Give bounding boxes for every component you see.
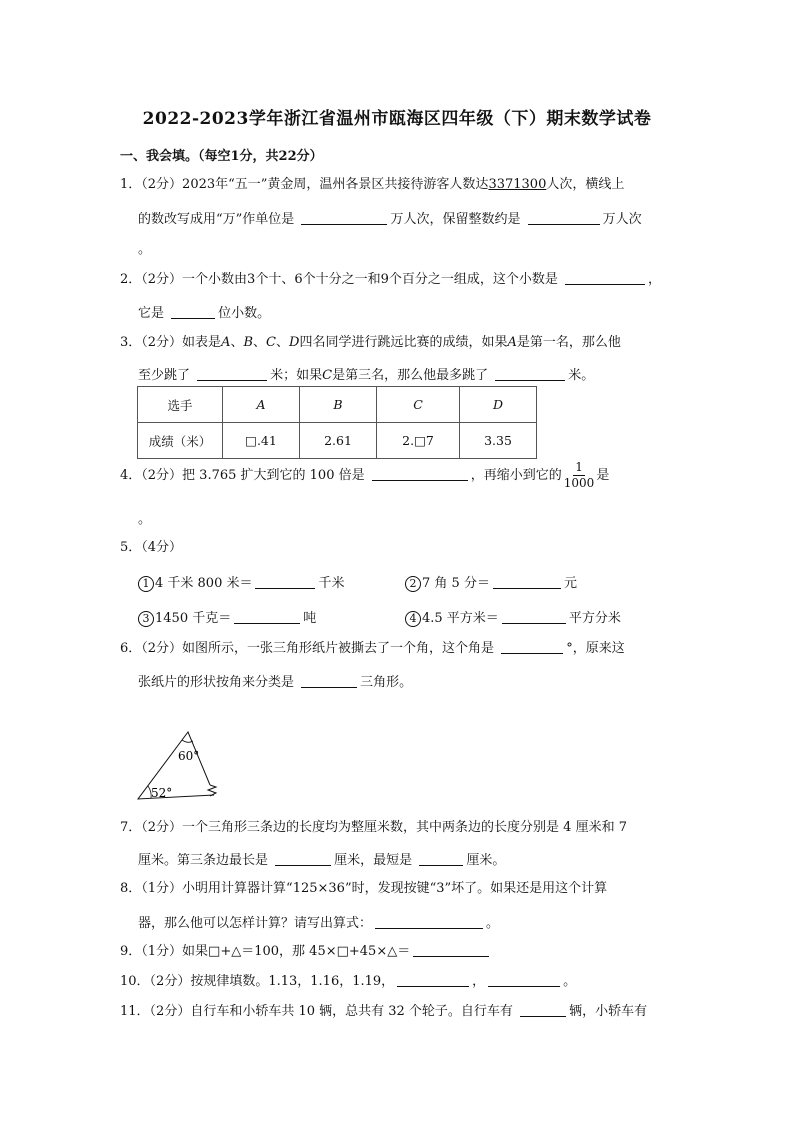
table-row-label: 成绩（米）: [138, 423, 223, 459]
q3-sep: 、: [253, 335, 267, 350]
angle-label-left: 52°: [151, 786, 173, 800]
q1-line-2: [138, 208, 642, 227]
q6-line2-text: 张纸片的形状按角来分类是: [138, 675, 295, 690]
q4-text-b: ，再缩小到它的: [470, 468, 562, 483]
q1-number: 1．: [120, 177, 142, 192]
q3-letter: B: [243, 335, 254, 350]
q5-item-unit: 吨: [303, 611, 317, 626]
table-row: [138, 387, 537, 423]
answer-blank[interactable]: [495, 366, 565, 381]
question-9: [120, 937, 675, 966]
q1-line2-text-b: 万人次，保留整数约是: [390, 212, 521, 227]
q2-line2-text-b: 位小数。: [218, 306, 271, 321]
table-header-cell: A: [223, 387, 300, 423]
q7-line2-text-c: 厘米。: [466, 853, 506, 868]
question-10: [120, 967, 675, 996]
q4-number: 4．: [120, 468, 142, 483]
q3-number: 3．: [120, 335, 142, 350]
q8-text: （1分）小明用计算器计算“125×36”时，发现按键“3”坏了。如果还是用这个计算: [141, 881, 608, 896]
torn-triangle-figure: [132, 725, 228, 807]
q10-end: 。: [563, 974, 577, 989]
q5-text: （4分）: [141, 540, 183, 555]
answer-blank[interactable]: [413, 942, 489, 957]
circled-number: 3: [138, 611, 154, 627]
q5-item-3: [138, 607, 316, 627]
torn-edge: [208, 785, 216, 796]
q5-item-unit: 元: [563, 576, 577, 591]
section-heading: 一、我会填。（每空1分，共22分）: [120, 149, 323, 164]
q4-text-c: 是: [596, 468, 610, 483]
answer-blank[interactable]: [197, 366, 267, 381]
q3-line2-text-c: 是第三名，那么他最多跳了: [332, 368, 489, 383]
q7-line-2: [138, 849, 505, 868]
q9-number: 9．: [120, 944, 142, 959]
q3-line2-text-d: 米。: [568, 368, 595, 383]
q4-text: （2分）把 3.765 扩大到它的 100 倍是: [141, 468, 365, 483]
question-5: [120, 533, 675, 562]
q3-letter: A: [507, 335, 517, 350]
q1-text-end: 人次，横线上: [546, 177, 625, 192]
answer-blank[interactable]: [493, 574, 561, 589]
answer-blank[interactable]: [375, 914, 483, 929]
fraction-denominator: 1000: [563, 476, 595, 490]
q11-number: 11．: [120, 1004, 150, 1019]
q5-item-text: 4.5 平方米＝: [422, 611, 499, 626]
answer-blank[interactable]: [397, 972, 469, 987]
angle-label-top: 60°: [178, 749, 200, 763]
q5-item-unit: 平方分米: [568, 611, 621, 626]
q5-item-4: [405, 607, 621, 627]
q1-line2-text: 的数改写成用“万”作单位是: [138, 212, 295, 227]
q1-line-3: 。: [138, 242, 152, 257]
question-11: [120, 997, 675, 1026]
q5-item-text: 1450 千克＝: [155, 611, 232, 626]
q6-line-2: [138, 671, 412, 690]
q3-letter: D: [289, 335, 300, 350]
answer-blank[interactable]: [301, 673, 357, 688]
question-7: [120, 813, 675, 842]
q3-text: （2分）如表是: [141, 335, 222, 350]
q1-text: （2分）2023年“五一”黄金周，温州各景区共接待游客人数达: [141, 177, 489, 192]
q10-number: 10．: [120, 974, 150, 989]
table-header-cell: C: [377, 387, 460, 423]
q6-text-b: °，原来这: [566, 641, 625, 656]
q7-line2-text: 厘米。第三条边最长是: [138, 853, 269, 868]
circled-number: 4: [405, 611, 421, 627]
page-title: 2022-2023学年浙江省温州市瓯海区四年级（下）期末数学试卷: [142, 109, 652, 129]
q10-text: （2分）按规律填数。1.13，1.16，1.19，: [149, 974, 395, 989]
question-8: [120, 874, 675, 903]
answer-blank[interactable]: [234, 609, 300, 624]
q2-line2-text: 它是: [138, 306, 165, 321]
answer-blank[interactable]: [301, 210, 387, 225]
q5-item-text: 4 千米 800 米＝: [155, 576, 253, 591]
q5-item-text: 7 角 5 分＝: [422, 576, 490, 591]
q3-sep: 、: [276, 335, 290, 350]
answer-blank[interactable]: [501, 639, 563, 654]
table-cell: 3.35: [460, 423, 537, 459]
table-cell: □.41: [223, 423, 300, 459]
q8-line2-text-b: 。: [486, 916, 500, 931]
q8-line2-text: 器，那么他可以怎样计算？请写出算式：: [138, 916, 373, 931]
q1-line2-text-c: 万人次: [602, 212, 642, 227]
q3-letter: C: [266, 335, 276, 350]
q5-number: 5．: [120, 540, 142, 555]
answer-blank[interactable]: [255, 574, 315, 589]
q3-letter: A: [221, 335, 231, 350]
q11-text: （2分）自行车和小轿车共 10 辆，总共有 32 个轮子。自行车有: [149, 1004, 513, 1019]
table-header-cell: B: [300, 387, 377, 423]
table-header-cell: 选手: [138, 387, 223, 423]
question-6: [120, 634, 675, 663]
q6-line2-text-b: 三角形。: [360, 675, 413, 690]
q3-sep: 、: [230, 335, 244, 350]
q6-text: （2分）如图所示，一张三角形纸片被撕去了一个角，这个角是: [141, 641, 495, 656]
question-2: [120, 265, 675, 294]
circled-number: 2: [405, 576, 421, 592]
circled-number: 1: [138, 576, 154, 592]
q2-line-2: [138, 302, 270, 321]
q7-number: 7．: [120, 820, 142, 835]
table-row: [138, 423, 537, 459]
q2-text: （2分）一个小数由3个十、6个十分之一和9个百分之一组成，这个小数是: [141, 272, 558, 287]
q7-text: （2分）一个三角形三条边的长度均为整厘米数，其中两条边的长度分别是 4 厘米和 7: [141, 820, 627, 835]
q1-underlined-number: 3371300: [488, 177, 547, 192]
table-cell: 2.□7: [377, 423, 460, 459]
q6-number: 6．: [120, 641, 142, 656]
q3-line2-text-b: 米；如果: [270, 368, 323, 383]
q3-letter: C: [322, 368, 333, 383]
q4-line-2: 。: [138, 512, 152, 527]
fraction-numerator: 1: [575, 460, 583, 474]
answer-blank[interactable]: [275, 851, 331, 866]
q5-item-1: [138, 572, 345, 592]
q2-text-end: ，: [648, 272, 662, 287]
answer-blank[interactable]: [488, 972, 560, 987]
q3-line-2: [138, 364, 594, 383]
q11-text-b: 辆，小轿车有: [569, 1004, 648, 1019]
q7-line2-text-b: 厘米，最短是: [334, 853, 413, 868]
question-1: [120, 170, 675, 199]
q5-item-2: [405, 572, 577, 592]
table-cell: 2.61: [300, 423, 377, 459]
q5-item-unit: 千米: [318, 576, 345, 591]
score-table: [137, 386, 537, 459]
question-3: [120, 328, 675, 357]
answer-blank[interactable]: [502, 609, 566, 624]
fraction: [564, 460, 595, 491]
answer-blank[interactable]: [520, 1002, 566, 1017]
answer-blank[interactable]: [565, 270, 645, 285]
answer-blank[interactable]: [372, 466, 468, 481]
question-4: [120, 460, 675, 491]
answer-blank[interactable]: [171, 304, 215, 319]
q3-text-mid: 四名同学进行跳远比赛的成绩，如果: [299, 335, 508, 350]
q8-line-2: [138, 912, 499, 931]
q8-number: 8．: [120, 881, 142, 896]
q9-text: （1分）如果□+△＝100，那 45×□+45×△＝: [141, 944, 411, 959]
q3-line2-text: 至少跳了: [138, 368, 191, 383]
answer-blank[interactable]: [419, 851, 463, 866]
q10-sep: ，: [472, 974, 486, 989]
table-header-cell: D: [460, 387, 537, 423]
answer-blank[interactable]: [528, 210, 600, 225]
q3-text-end: 是第一名，那么他: [516, 335, 621, 350]
q2-number: 2．: [120, 272, 142, 287]
